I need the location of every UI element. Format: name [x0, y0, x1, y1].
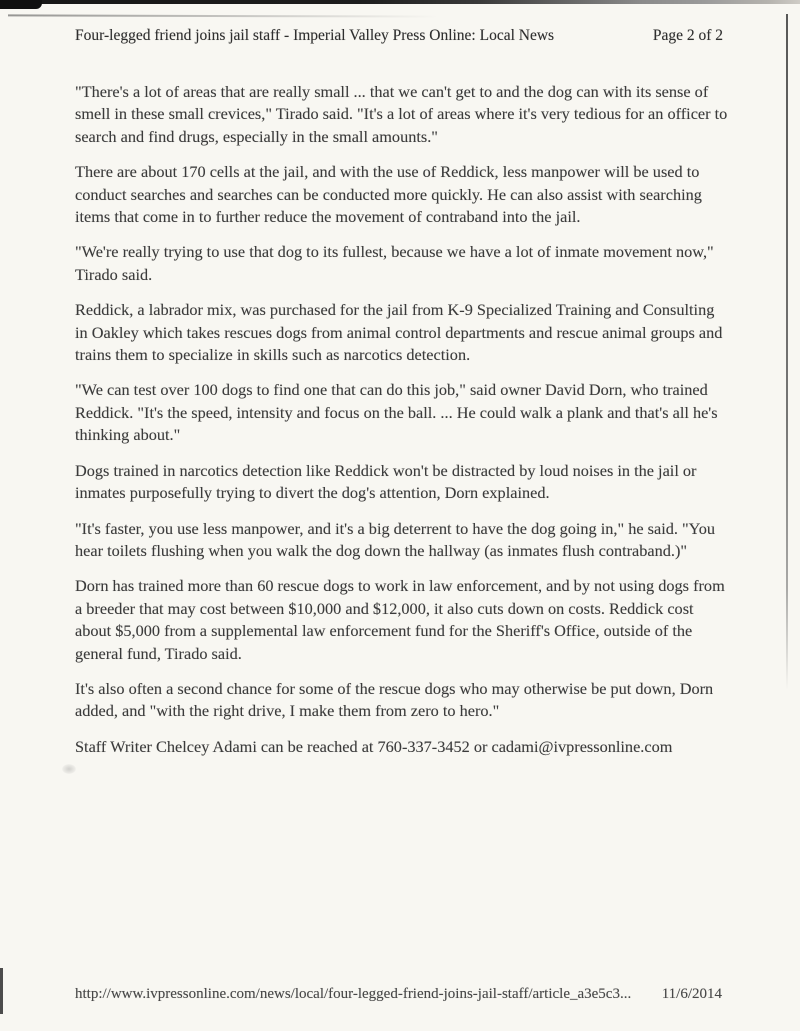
scan-artifact-top-edge	[0, 0, 800, 4]
document-header-title: Four-legged friend joins jail staff - Imperial Valley Press Online: Local News	[75, 27, 555, 44]
article-paragraph: "We can test over 100 dogs to find one that can do this job," said owner David Dorn, who trained Reddick. "It's the speed, intensity and focus on the ball. ... He could walk a plank and that's all he's thinking about."	[75, 380, 718, 445]
article-paragraph: There are about 170 cells at the jail, and with the use of Reddick, less manpower will be used to conduct searches and searches can be conducted more quickly. He can also assist with searching items that come in to further reduce the movement of contraband into the jail.	[75, 162, 702, 227]
article-paragraph: "There's a lot of areas that are really small ... that we can't get to and the dog can with its sense of smell in these small crevices," Tirado said. "It's a lot of areas where it's very tedious for an officer to search and find drugs, especially in the small amounts."	[75, 82, 728, 146]
page-number-label: Page 2 of 2	[652, 27, 723, 44]
scan-artifact-right-line	[786, 14, 788, 690]
footer-print-date: 11/6/2014	[661, 986, 722, 1002]
article-byline-contact: Staff Writer Chelcey Adami can be reached at 760-337-3452 or cadami@ivpressonline.com	[75, 736, 673, 756]
scan-artifact-left-edge-mark	[0, 968, 3, 1014]
document-footer	[75, 986, 722, 1003]
article-paragraph: Dogs trained in narcotics detection like Reddick won't be distracted by loud noises in the jail or inmates purposefully trying to divert the dog's attention, Dorn explained.	[75, 460, 697, 503]
article-paragraph: It's also often a second chance for some of the rescue dogs who may otherwise be put down, Dorn added, and "with the right drive, I make them from zero to hero."	[75, 678, 714, 721]
article-paragraph: "We're really trying to use that dog to its fullest, because we have a lot of inmate movement now," Tirado said.	[75, 242, 714, 284]
article-paragraph: "It's faster, you use less manpower, and it's a big deterrent to have the dog going in," he said. "You hear toilets flushing when you walk the dog down the hallway (as inmates flush contraband.)"	[75, 518, 716, 560]
scan-artifact-speck	[62, 764, 76, 774]
scan-artifact-corner-mark	[0, 0, 42, 9]
document-header	[75, 27, 723, 45]
scan-artifact-smudge-line	[8, 14, 438, 17]
footer-source-url: http://www.ivpressonline.com/news/local/four-legged-friend-joins-jail-staff/article_a3e5c3...	[75, 986, 632, 1002]
article-paragraph: Reddick, a labrador mix, was purchased for the jail from K-9 Specialized Training and Consulting in Oakley which takes rescues dogs from animal control departments and rescue animal groups and trains them to specialize in skills such as narcotics detection.	[75, 300, 723, 365]
article-paragraph: Dorn has trained more than 60 rescue dogs to work in law enforcement, and by not using dogs from a breeder that may cost between $10,000 and $12,000, it also cuts down on costs. Reddick cost about $5,000 from a supplemental law enforcement fund for the Sheriff's Office, outside of the general fund, Tirado said.	[75, 576, 725, 663]
article-body	[75, 81, 729, 771]
